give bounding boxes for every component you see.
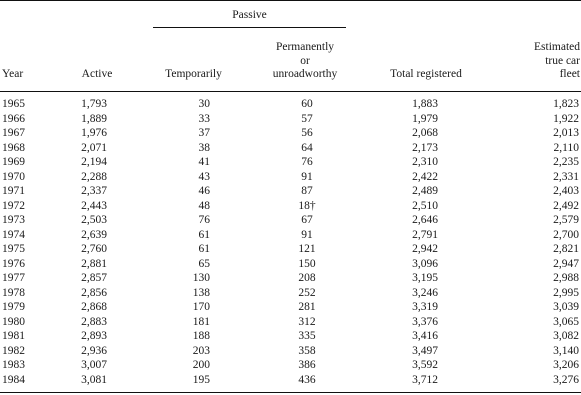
active-cell: 3,007 — [81, 359, 107, 371]
estimated-fleet-cell: 3,065 — [553, 315, 579, 328]
total-registered-cell: 3,712 — [412, 373, 438, 386]
active-cell: 2,893 — [81, 330, 107, 342]
temporarily-cell: 200 — [192, 359, 210, 371]
year-cell: 1974 — [2, 228, 25, 241]
table-row — [0, 257, 581, 272]
active-cell: 2,639 — [81, 228, 107, 241]
active-cell: 2,071 — [81, 141, 107, 154]
year-column-header: Year — [2, 68, 24, 80]
permanently-cell: 208 — [298, 272, 316, 284]
temporarily-cell: 65 — [198, 257, 210, 270]
bottom-rule — [0, 392, 581, 393]
header-rule — [0, 91, 581, 92]
estimated-fleet-cell: 2,331 — [553, 170, 579, 183]
table-row — [0, 112, 581, 127]
total-registered-cell: 2,510 — [412, 199, 438, 212]
estimated-fleet-cell: 1,823 — [553, 98, 579, 110]
year-cell: 1983 — [2, 359, 25, 371]
temporarily-cell: 46 — [198, 185, 210, 197]
temporarily-cell: 138 — [192, 286, 210, 299]
temporarily-cell: 30 — [198, 98, 210, 110]
permanently-cell: 358 — [298, 344, 316, 357]
table-row — [0, 242, 581, 257]
active-column-header: Active — [81, 68, 113, 80]
permanently-cell: 87 — [301, 185, 313, 197]
active-cell: 1,889 — [81, 112, 107, 125]
year-cell: 1968 — [2, 141, 25, 154]
permanently-cell: 252 — [298, 286, 316, 299]
total-registered-cell: 1,883 — [412, 98, 438, 110]
table-row — [0, 184, 581, 199]
permanently-column-header — [250, 41, 360, 82]
total-registered-cell: 3,592 — [412, 359, 438, 371]
total-registered-cell: 2,310 — [412, 156, 438, 168]
year-cell: 1977 — [2, 272, 25, 284]
active-cell: 2,337 — [81, 185, 107, 197]
permanently-cell: 76 — [301, 156, 313, 168]
year-cell: 1980 — [2, 315, 25, 328]
estimated-fleet-column-header — [490, 41, 580, 82]
temporarily-column-header: Temporarily — [165, 68, 222, 80]
permanently-cell: 56 — [301, 127, 313, 139]
estimated-fleet-cell: 1,922 — [553, 112, 579, 125]
temporarily-cell: 181 — [192, 315, 210, 328]
active-cell: 2,288 — [81, 170, 107, 183]
temporarily-cell: 38 — [198, 141, 210, 154]
year-cell: 1984 — [2, 373, 25, 386]
total-registered-cell: 3,416 — [412, 330, 438, 342]
estimated-fleet-cell: 3,039 — [553, 301, 579, 313]
table-row — [0, 228, 581, 243]
year-cell: 1976 — [2, 257, 25, 270]
passive-group-rule — [153, 27, 346, 28]
active-cell: 2,936 — [81, 344, 107, 357]
table-row — [0, 286, 581, 301]
estimated-fleet-cell: 2,700 — [553, 228, 579, 241]
permanently-cell: 57 — [301, 112, 313, 125]
estimated-fleet-cell: 2,403 — [553, 185, 579, 197]
temporarily-cell: 76 — [198, 214, 210, 226]
permanently-cell: 335 — [298, 330, 316, 342]
estimated-fleet-cell: 2,947 — [553, 257, 579, 270]
total-registered-cell: 3,195 — [412, 272, 438, 284]
estimated-fleet-cell: 2,110 — [553, 141, 579, 154]
temporarily-cell: 33 — [198, 112, 210, 125]
temporarily-cell: 48 — [198, 199, 210, 212]
year-cell: 1973 — [2, 214, 25, 226]
active-cell: 2,503 — [81, 214, 107, 226]
active-cell: 2,883 — [81, 315, 107, 328]
total-registered-cell: 2,422 — [412, 170, 438, 183]
year-cell: 1978 — [2, 286, 25, 299]
permanently-cell: 312 — [298, 315, 316, 328]
table-row — [0, 344, 581, 359]
estimated-fleet-cell: 2,579 — [553, 214, 579, 226]
estimated-fleet-cell: 3,140 — [553, 344, 579, 357]
estimated-fleet-cell: 3,082 — [553, 330, 579, 342]
year-cell: 1966 — [2, 112, 25, 125]
passive-group-header: Passive — [232, 9, 267, 21]
table-row — [0, 126, 581, 141]
year-cell: 1972 — [2, 199, 25, 212]
active-cell: 2,881 — [81, 257, 107, 270]
temporarily-cell: 130 — [192, 272, 210, 284]
total-registered-cell: 2,489 — [412, 185, 438, 197]
estimated-fleet-cell: 2,988 — [553, 272, 579, 284]
table-row — [0, 358, 581, 373]
permanently-cell: 91 — [301, 170, 313, 183]
estimated-fleet-cell: 3,206 — [553, 359, 579, 371]
active-cell: 2,868 — [81, 301, 107, 313]
year-cell: 1967 — [2, 127, 25, 139]
active-cell: 2,857 — [81, 272, 107, 284]
total-registered-cell: 2,068 — [412, 127, 438, 139]
permanently-header-line: unroadworthy — [272, 68, 338, 80]
total-registered-cell: 2,942 — [412, 243, 438, 255]
table-body — [0, 97, 581, 387]
permanently-cell: 91 — [301, 228, 313, 241]
temporarily-cell: 195 — [192, 373, 210, 386]
table-row — [0, 199, 581, 214]
temporarily-cell: 41 — [198, 156, 210, 168]
active-cell: 2,856 — [81, 286, 107, 299]
permanently-cell: 67 — [301, 214, 313, 226]
permanently-header-line: Permanently — [275, 41, 335, 53]
year-cell: 1981 — [2, 330, 25, 342]
table-row — [0, 329, 581, 344]
estimated-fleet-cell: 2,821 — [553, 243, 579, 255]
estimated-fleet-cell: 2,492 — [553, 199, 579, 212]
year-cell: 1971 — [2, 185, 25, 197]
temporarily-cell: 188 — [192, 330, 210, 342]
active-cell: 2,443 — [81, 199, 107, 212]
temporarily-cell: 37 — [198, 127, 210, 139]
temporarily-cell: 170 — [192, 301, 210, 313]
estimated-fleet-cell: 3,276 — [553, 373, 579, 386]
permanently-cell: 64 — [301, 141, 313, 154]
total-registered-cell: 3,246 — [412, 286, 438, 299]
permanently-cell: 436 — [298, 373, 316, 386]
total-registered-cell: 2,173 — [412, 141, 438, 154]
table-row — [0, 300, 581, 315]
permanently-cell: 281 — [298, 301, 316, 313]
total-registered-cell: 3,319 — [412, 301, 438, 313]
permanently-cell: 386 — [298, 359, 316, 371]
temporarily-cell: 203 — [192, 344, 210, 357]
table-row — [0, 141, 581, 156]
permanently-cell: 150 — [298, 257, 316, 270]
table-row — [0, 155, 581, 170]
active-cell: 2,194 — [81, 156, 107, 168]
active-cell: 3,081 — [81, 373, 107, 386]
total-registered-cell: 3,096 — [412, 257, 438, 270]
active-cell: 2,760 — [81, 243, 107, 255]
active-cell: 1,793 — [81, 98, 107, 110]
estimated-fleet-cell: 2,013 — [553, 127, 579, 139]
total-registered-column-header: Total registered — [390, 68, 462, 80]
fleet-header-line: true car — [545, 54, 580, 67]
year-cell: 1965 — [2, 98, 25, 110]
permanently-cell: 121 — [298, 243, 316, 255]
total-registered-cell: 3,376 — [412, 315, 438, 328]
year-cell: 1982 — [2, 344, 25, 357]
table-row — [0, 170, 581, 185]
table-row — [0, 373, 581, 388]
permanently-cell: 60 — [301, 98, 313, 110]
table-row — [0, 315, 581, 330]
year-cell: 1969 — [2, 156, 25, 168]
fleet-header-line: Estimated — [534, 41, 580, 53]
year-cell: 1970 — [2, 170, 25, 183]
temporarily-cell: 43 — [198, 170, 210, 183]
table-row — [0, 97, 581, 112]
total-registered-cell: 3,497 — [412, 344, 438, 357]
fleet-header-line: fleet — [559, 68, 580, 80]
active-cell: 1,976 — [81, 127, 107, 139]
table-row — [0, 271, 581, 286]
year-cell: 1975 — [2, 243, 25, 255]
total-registered-cell: 1,979 — [412, 112, 438, 125]
top-rule — [0, 0, 581, 1]
estimated-fleet-cell: 2,995 — [553, 286, 579, 299]
year-cell: 1979 — [2, 301, 25, 313]
total-registered-cell: 2,646 — [412, 214, 438, 226]
temporarily-cell: 61 — [198, 243, 210, 255]
table-row — [0, 213, 581, 228]
permanently-header-line: or — [300, 54, 310, 67]
estimated-fleet-cell: 2,235 — [553, 156, 579, 168]
temporarily-cell: 61 — [198, 228, 210, 241]
total-registered-cell: 2,791 — [412, 228, 438, 241]
permanently-cell: 18† — [298, 199, 316, 212]
